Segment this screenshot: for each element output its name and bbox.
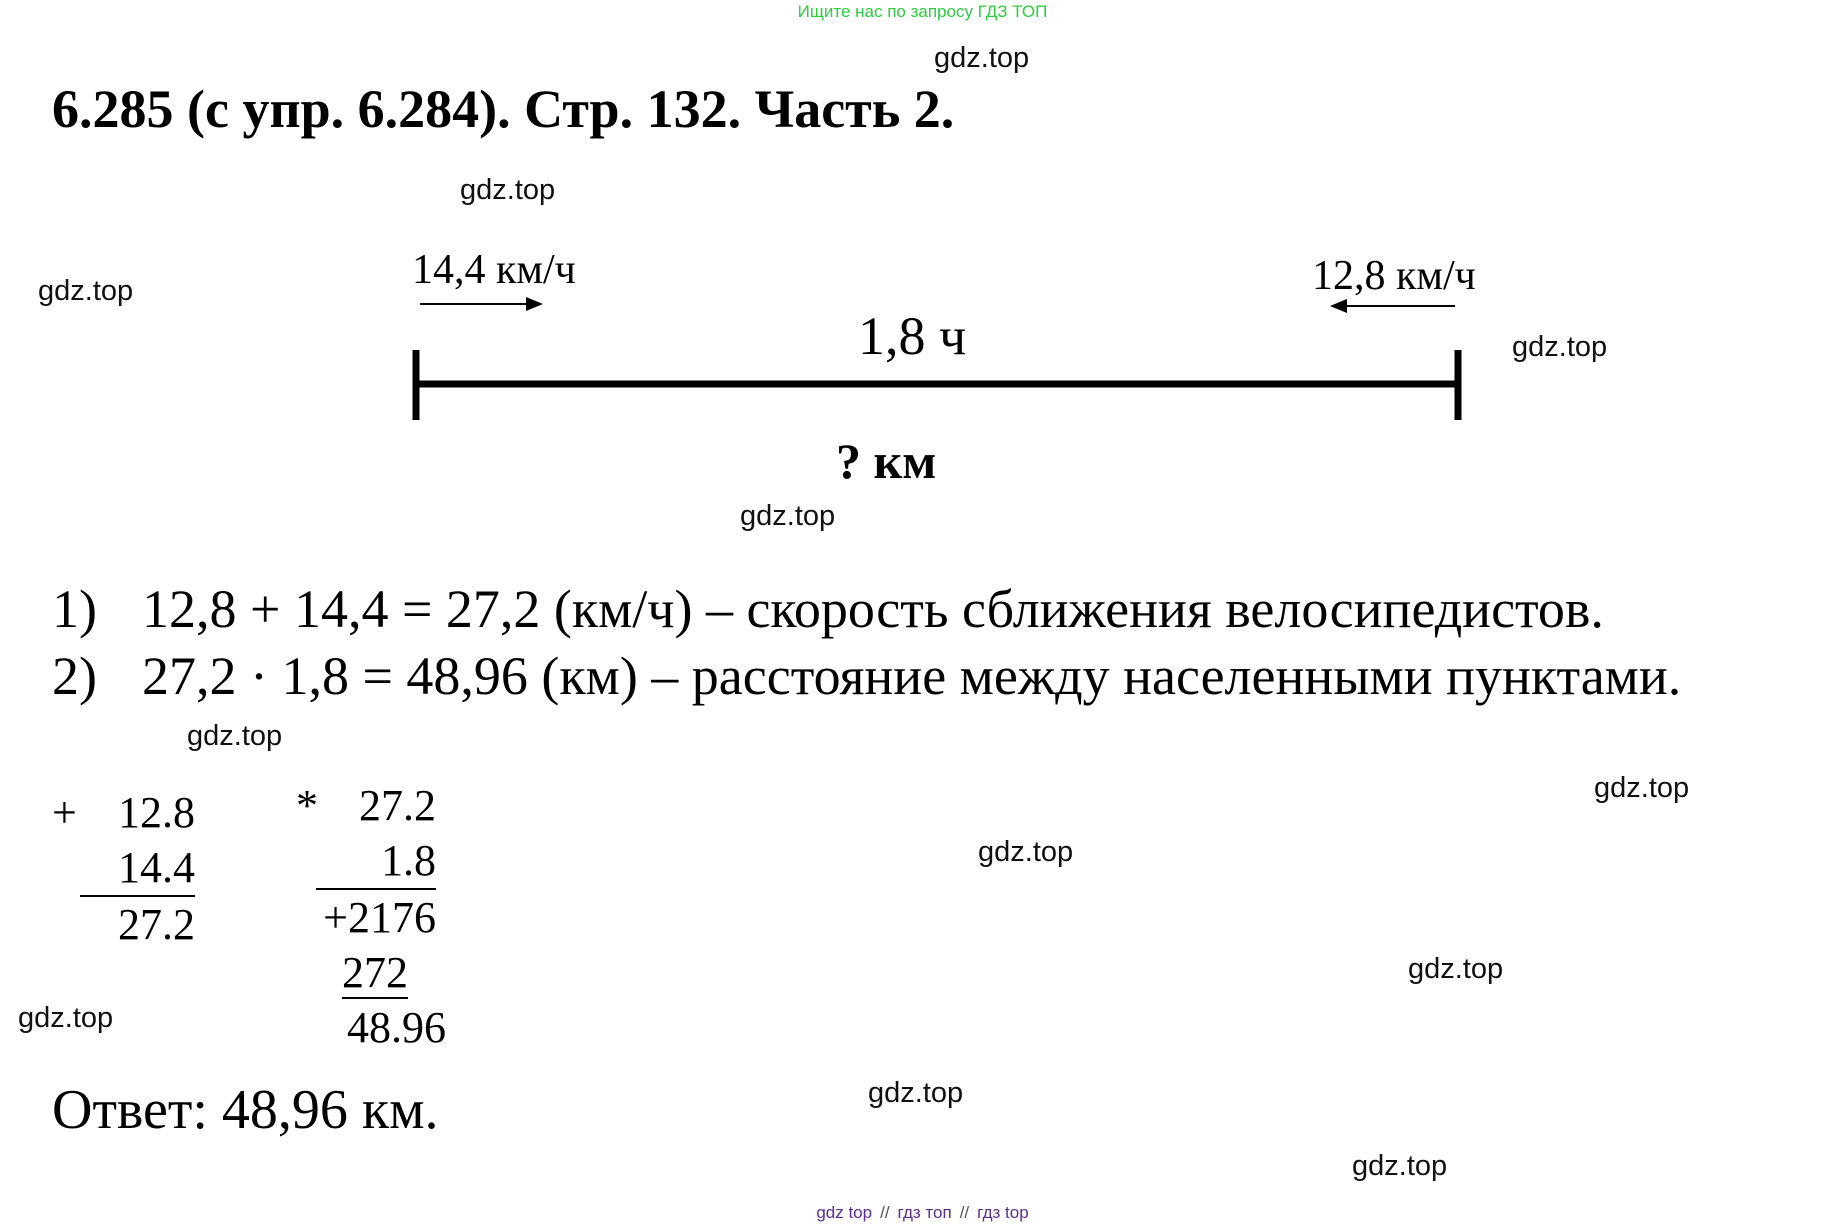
step-2 [52, 645, 1681, 707]
distance-segment [416, 350, 1458, 420]
answer: Ответ: 48,96 км. [52, 1079, 439, 1141]
watermark: gdz.top [1594, 772, 1690, 804]
multiply-sign: * [296, 781, 318, 830]
bottom-link[interactable]: gdz top [816, 1203, 873, 1222]
diagram-lines [0, 0, 1845, 460]
arrow-left-icon [1330, 299, 1455, 313]
page-title: 6.285 (с упр. 6.284). Стр. 132. Часть 2. [52, 79, 955, 139]
bottom-link[interactable]: гдз топ [897, 1203, 952, 1222]
top-banner[interactable]: Ищите нас по запросу ГДЗ ТОП [797, 2, 1048, 21]
speed-right-label: 12,8 км/ч [1312, 253, 1476, 299]
step-1 [52, 578, 1604, 640]
watermark: gdz.top [934, 42, 1030, 74]
partial-product-1: +2176 [323, 893, 436, 942]
step-text: 12,8 + 14,4 = 27,2 (км/ч) – скорость сближения велосипедистов. [142, 579, 1604, 639]
step-text: 27,2 · 1,8 = 48,96 (км) – расстояние между населенными пунктами. [142, 646, 1682, 706]
arrow-right-icon [420, 297, 543, 311]
speed-left-label: 14,4 км/ч [412, 247, 576, 293]
watermark: gdz.top [978, 836, 1074, 868]
time-label: 1,8 ч [858, 306, 967, 366]
step-number: 1) [52, 579, 97, 639]
watermark: gdz.top [868, 1077, 964, 1109]
factor-2: 1.8 [316, 833, 436, 890]
watermark: gdz.top [460, 174, 556, 206]
watermark: gdz.top [1512, 331, 1608, 363]
product-result: 48.96 [347, 1003, 446, 1052]
partial-product-2: 272 [342, 948, 408, 997]
addend-2: 14.4 [80, 840, 195, 897]
watermark: gdz.top [1408, 953, 1504, 985]
plus-sign: + [52, 788, 77, 837]
bottom-link[interactable]: гдз top [977, 1203, 1029, 1222]
sum-result: 27.2 [118, 900, 195, 949]
column-multiplication [316, 778, 446, 1055]
watermark: gdz.top [1352, 1150, 1448, 1182]
watermark: gdz.top [187, 720, 283, 752]
watermark: gdz.top [18, 1002, 114, 1034]
bottom-links: gdz top // гдз топ // гдз top [816, 1203, 1029, 1222]
column-addition [80, 785, 195, 952]
watermark: gdz.top [38, 275, 134, 307]
step-number: 2) [52, 646, 97, 706]
factor-1: 27.2 [359, 781, 436, 830]
distance-label: ? км [836, 433, 937, 489]
addend-1: 12.8 [118, 788, 195, 837]
watermark: gdz.top [740, 500, 836, 532]
